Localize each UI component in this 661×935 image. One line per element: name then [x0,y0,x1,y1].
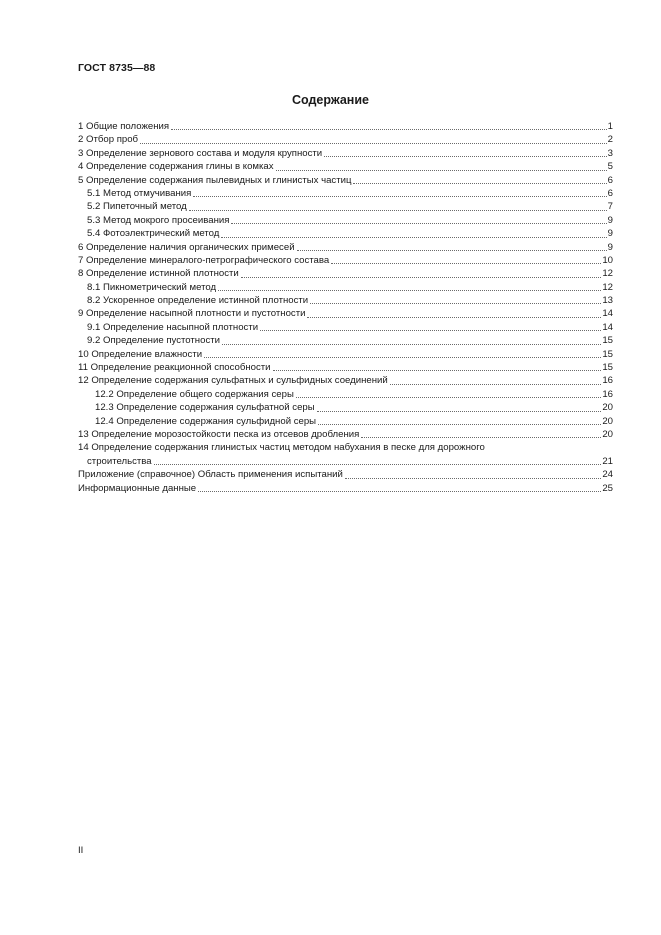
dot-leader [222,344,601,345]
toc-entry-page-number: 2 [607,134,613,146]
toc-entry-page-number: 20 [602,415,613,427]
toc-entry[interactable] [78,348,613,361]
dot-leader [140,143,607,144]
toc-entry-label: 3 Определение зернового состава и модуля крупности [78,147,323,159]
dot-leader [353,183,606,184]
dot-leader [273,370,602,371]
toc-entry[interactable] [78,254,613,267]
toc-title: Содержание [291,93,369,107]
toc-entry[interactable] [78,160,613,173]
toc-entry[interactable] [78,214,613,227]
toc-entry[interactable] [78,334,613,347]
toc-entry-page-number: 5 [607,161,613,173]
toc-entry-label: 8 Определение истинной плотности [78,268,239,280]
dot-leader [307,317,601,318]
toc-entry[interactable] [78,281,613,294]
dot-leader [297,250,607,251]
toc-entry-label: 12.4 Определение содержания сульфидной серы [95,415,317,427]
toc-entry[interactable] [78,147,613,160]
toc-entry-page-number: 14 [602,308,613,320]
toc-entry[interactable] [78,307,613,320]
dot-leader [218,290,601,291]
dot-leader [296,397,601,398]
toc-entry-label: 8.2 Ускоренное определение истинной плотности [87,295,309,307]
toc-entry-page-number: 1 [607,120,613,132]
toc-entry-label: 5.2 Пипеточный метод [87,201,187,213]
toc-entry-page-number: 25 [602,482,613,494]
toc-entry[interactable] [78,388,613,401]
toc-entry-label: 6 Определение наличия органических примесей [78,241,295,253]
toc-entry-page-number: 16 [602,388,613,400]
toc-entry[interactable] [78,468,613,481]
toc-entry[interactable] [78,200,613,213]
toc-entry-label: Приложение (справочное) Область применения испытаний [78,469,343,481]
toc-entry-page-number: 12 [602,281,613,293]
toc-entry-label: 4 Определение содержания глины в комках [78,161,274,173]
toc-entry-page-number: 15 [602,348,613,360]
dot-leader [331,263,601,264]
toc-entry-label: 7 Определение минералого-петрографического состава [78,254,330,266]
toc-entry[interactable] [78,241,613,254]
dot-leader [310,303,601,304]
toc-entry-label: 5.3 Метод мокрого просеивания [87,214,230,226]
toc-entry-page-number: 3 [607,147,613,159]
toc-entry[interactable] [78,294,613,307]
toc-entry-page-number: 6 [607,187,613,199]
dot-leader [189,210,607,211]
dot-leader [317,411,602,412]
toc-entry-label: 12 Определение содержания сульфатных и сульфидных соединений [78,375,388,387]
table-of-contents [78,120,613,495]
toc-entry-label: 11 Определение реакционной способности [78,362,271,374]
dot-leader [324,156,606,157]
toc-entry-page-number: 9 [607,228,613,240]
toc-entry-label: 5 Определение содержания пылевидных и глинистых частиц [78,174,352,186]
toc-entry-page-number: 12 [602,268,613,280]
standard-code-header: ГОСТ 8735—88 [78,62,156,74]
dot-leader [390,384,602,385]
toc-entry[interactable] [78,133,613,146]
dot-leader [318,424,601,425]
dot-leader [361,437,601,438]
toc-entry[interactable] [78,361,613,374]
dot-leader [221,237,606,238]
toc-entry-continuation[interactable] [78,455,613,468]
toc-entry[interactable] [78,174,613,187]
toc-entry[interactable] [78,428,613,441]
dot-leader [171,129,607,130]
toc-entry-label: 2 Отбор проб [78,134,139,146]
toc-entry-page-number: 6 [607,174,613,186]
toc-entry-page-number: 15 [602,362,613,374]
dot-leader [231,223,606,224]
toc-entry-page-number: 9 [607,214,613,226]
toc-entry-page-number: 21 [602,455,613,467]
toc-entry-page-number: 9 [607,241,613,253]
toc-entry-label: 12.2 Определение общего содержания серы [95,388,294,400]
toc-entry[interactable] [78,401,613,414]
toc-entry-label: 13 Определение морозостойкости песка из отсевов дробления [78,428,360,440]
toc-entry-page-number: 13 [602,295,613,307]
toc-entry-label: Информационные данные [78,482,197,494]
toc-entry[interactable] [78,267,613,280]
toc-entry-page-number: 10 [602,254,613,266]
dot-leader [276,170,607,171]
toc-entry[interactable] [78,482,613,495]
toc-entry-page-number: 24 [602,469,613,481]
dot-leader [193,196,606,197]
toc-entry-label: 9 Определение насыпной плотности и пустотности [78,308,306,320]
dot-leader [198,491,601,492]
toc-entry[interactable] [78,374,613,387]
toc-entry[interactable] [78,120,613,133]
dot-leader [260,330,601,331]
toc-entry-label: 5.4 Фотоэлектрический метод [87,228,220,240]
toc-entry-label: 10 Определение влажности [78,348,203,360]
toc-entry-label: 14 Определение содержания глинистых частиц методом набухания в песке для дорожного [78,442,485,454]
toc-entry[interactable] [78,441,613,454]
toc-entry-label: 5.1 Метод отмучивания [87,187,192,199]
dot-leader [345,478,601,479]
toc-entry[interactable] [78,321,613,334]
toc-entry[interactable] [78,415,613,428]
toc-entry-label: 9.1 Определение насыпной плотности [87,321,259,333]
toc-entry-label: 12.3 Определение содержания сульфатной серы [95,402,315,414]
dot-leader [241,277,602,278]
dot-leader [204,357,601,358]
toc-entry-label: 8.1 Пикнометрический метод [87,281,217,293]
toc-entry-page-number: 16 [602,375,613,387]
toc-entry[interactable] [78,227,613,240]
toc-entry-label: 9.2 Определение пустотности [87,335,220,347]
toc-entry-label: строительства [87,455,152,467]
toc-entry[interactable] [78,187,613,200]
toc-entry-page-number: 7 [607,201,613,213]
toc-entry-page-number: 14 [602,321,613,333]
toc-entry-page-number: 20 [602,402,613,414]
toc-entry-page-number: 15 [602,335,613,347]
toc-entry-page-number: 20 [602,428,613,440]
dot-leader [154,464,602,465]
toc-entry-label: 1 Общие положения [78,120,170,132]
page-number-footer: II [78,845,84,856]
